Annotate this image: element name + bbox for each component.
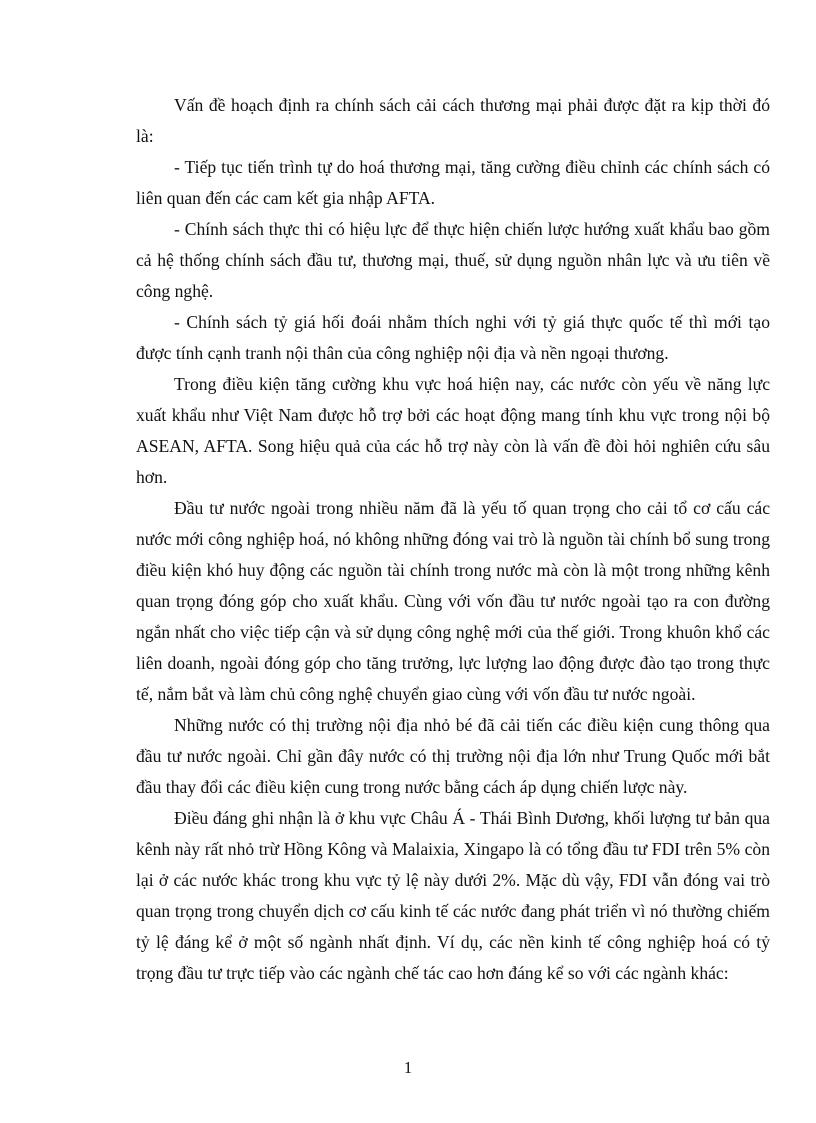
document-body (136, 90, 770, 989)
paragraph-bullet-afta: - Tiếp tục tiến trình tự do hoá thương mại, tăng cường điều chỉnh các chính sách có liên quan đến các cam kết gia nhập AFTA. (136, 157, 770, 208)
paragraph-bullet-exchange-rate: - Chính sách tỷ giá hối đoái nhằm thích nghi với tỷ giá thực quốc tế thì mới tạo được tính cạnh tranh nội thân của công nghiệp nội địa và nền ngoại thương. (136, 312, 770, 363)
paragraph-bullet-export-policy: - Chính sách thực thi có hiệu lực để thực hiện chiến lược hướng xuất khẩu bao gồm cả hệ thống chính sách đầu tư, thương mại, thuế, sử dụng nguồn nhân lực và ưu tiên về công nghệ. (136, 219, 770, 301)
paragraph-intro: Vấn đề hoạch định ra chính sách cải cách thương mại phải được đặt ra kịp thời đó là: (136, 95, 770, 146)
page-number: 1 (403, 1058, 413, 1077)
paragraph-small-markets: Những nước có thị trường nội địa nhỏ bé đã cải tiến các điều kiện cung thông qua đầu tư nước ngoài. Chỉ gần đây nước có thị trường nội địa lớn như Trung Quốc mới bắt đầu thay đổi các điều kiện cung trong nước bằng cách áp dụng chiến lược này. (136, 715, 770, 797)
paragraph-regionalization: Trong điều kiện tăng cường khu vực hoá hiện nay, các nước còn yếu về năng lực xuất khẩu như Việt Nam được hỗ trợ bởi các hoạt động mang tính khu vực trong nội bộ ASEAN, AFTA. Song hiệu quả của các hỗ trợ này còn là vấn đề đòi hỏi nghiên cứu sâu hơn. (136, 374, 770, 487)
paragraph-asia-pacific-fdi: Điều đáng ghi nhận là ở khu vực Châu Á - Thái Bình Dương, khối lượng tư bản qua kênh này rất nhỏ trừ Hồng Kông và Malaixia, Xingapo là có tổng đầu tư FDI trên 5% còn lại ở các nước khác trong khu vực tỷ lệ này dưới 2%. Mặc dù vậy, FDI vẫn đóng vai trò quan trọng trong chuyển dịch cơ cấu kinh tế các nước đang phát triển vì nó thường chiếm tỷ lệ đáng kể ở một số ngành nhất định. Ví dụ, các nền kinh tế công nghiệp hoá có tỷ trọng đầu tư trực tiếp vào các ngành chế tác cao hơn đáng kể so với các ngành khác: (136, 808, 770, 983)
paragraph-foreign-investment: Đầu tư nước ngoài trong nhiều năm đã là yếu tố quan trọng cho cải tổ cơ cấu các nước mới công nghiệp hoá, nó không những đóng vai trò là nguồn tài chính bổ sung trong điều kiện khó huy động các nguồn tài chính trong nước mà còn là một trong những kênh quan trọng đóng góp cho xuất khẩu. Cùng với vốn đầu tư nước ngoài tạo ra con đường ngắn nhất cho việc tiếp cận và sử dụng công nghệ mới của thế giới. Trong khuôn khổ các liên doanh, ngoài đóng góp cho tăng trưởng, lực lượng lao động được đào tạo trong thực tế, nắm bắt và làm chủ công nghệ chuyển giao cùng với vốn đầu tư nước ngoài. (136, 498, 770, 704)
